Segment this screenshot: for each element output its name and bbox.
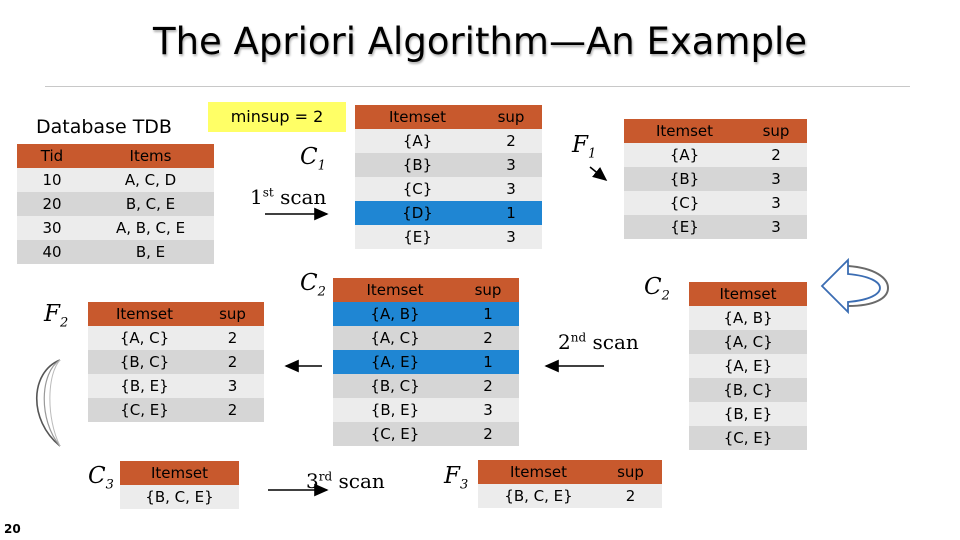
cell: B, C, E xyxy=(125,195,176,213)
cell: {E} xyxy=(403,228,432,246)
c3-label: $C_3$ xyxy=(88,463,114,493)
header-cell: Itemset xyxy=(655,122,714,140)
cell: {B, C, E} xyxy=(145,488,214,506)
cell: 3 xyxy=(506,180,516,198)
cell: {A, B} xyxy=(370,305,420,323)
cell: A, B, C, E xyxy=(115,219,186,237)
header-cell: Itemset xyxy=(509,463,568,481)
cell: 1 xyxy=(483,353,493,371)
cell: 10 xyxy=(42,171,62,189)
cell: {A, C} xyxy=(119,329,170,347)
cell: {B, E} xyxy=(120,377,169,395)
f2-label: $F_2$ xyxy=(44,301,69,331)
cell: 3 xyxy=(506,156,516,174)
cell: 3 xyxy=(771,170,781,188)
cell: {A} xyxy=(402,132,433,150)
cell: {B, C} xyxy=(370,377,420,395)
header-cell: sup xyxy=(762,122,790,140)
header-cell: Itemset xyxy=(719,285,777,303)
cell: {C} xyxy=(402,180,433,198)
cell: 3 xyxy=(483,401,493,419)
cell: 2 xyxy=(506,132,516,150)
cell: 3 xyxy=(506,228,516,246)
header-cell: sup xyxy=(474,281,502,299)
cell: 2 xyxy=(771,146,781,164)
cell: {B, C} xyxy=(723,381,773,399)
header-cell: sup xyxy=(219,305,246,323)
header-cell: sup xyxy=(497,108,525,126)
scan1-label: 1st scan xyxy=(250,185,327,209)
cell: 3 xyxy=(771,218,781,236)
slide-title: The Apriori Algorithm—An Example xyxy=(152,20,807,63)
cell: {C, E} xyxy=(120,401,169,419)
header-cell: sup xyxy=(617,463,644,481)
cell: {A, B} xyxy=(723,309,773,327)
cell: {B, C} xyxy=(119,353,170,371)
cell: {B, C, E} xyxy=(504,487,573,505)
c1-to-f1-arrow xyxy=(590,167,606,180)
cell: 3 xyxy=(771,194,781,212)
cell: A, C, D xyxy=(124,171,177,189)
cell: {B} xyxy=(669,170,700,188)
header-cell: Itemset xyxy=(150,464,209,482)
cell: {E} xyxy=(670,218,699,236)
minsup-box: minsup = 2 xyxy=(208,102,346,132)
cell: 40 xyxy=(42,243,62,261)
curved-arrow-right xyxy=(822,260,888,312)
cell: 1 xyxy=(506,204,516,222)
curved-arrow-left xyxy=(37,360,60,446)
database-label: Database TDB xyxy=(36,116,172,138)
cell: {C, E} xyxy=(723,429,773,447)
f3-label: $F_3$ xyxy=(444,463,469,493)
cell: 2 xyxy=(227,329,238,347)
scan3-label: 3rd scan xyxy=(306,469,385,493)
cell: {B, E} xyxy=(370,401,420,419)
header-cell: Itemset xyxy=(366,281,424,299)
cell: {A, E} xyxy=(723,357,773,375)
cell: 1 xyxy=(483,305,493,323)
cell: 2 xyxy=(483,329,493,347)
cell: 3 xyxy=(227,377,238,395)
cell: {C} xyxy=(669,194,700,212)
cell: {D} xyxy=(402,204,433,222)
cell: {A, C} xyxy=(370,329,420,347)
cell: {B} xyxy=(402,156,433,174)
cell: 2 xyxy=(483,425,493,443)
c2-label-right: $C_2$ xyxy=(644,274,670,304)
cell: 30 xyxy=(42,219,62,237)
cell: {B, E} xyxy=(723,405,773,423)
header-cell: Itemset xyxy=(115,305,174,323)
f1-label: $F_1$ xyxy=(572,132,597,162)
cell: {A, E} xyxy=(370,353,420,371)
cell: {A, C} xyxy=(723,333,773,351)
c1-label: $C_1$ xyxy=(300,144,326,174)
cell: B, E xyxy=(135,243,166,261)
cell: 2 xyxy=(227,401,238,419)
header-cell: Tid xyxy=(40,147,64,165)
header-cell: Itemset xyxy=(388,108,447,126)
header-cell: Items xyxy=(129,147,172,165)
c2-label-left: $C_2$ xyxy=(300,270,326,300)
cell: 2 xyxy=(625,487,636,505)
cell: 2 xyxy=(483,377,493,395)
scan2-label: 2nd scan xyxy=(558,330,639,354)
cell: 20 xyxy=(42,195,62,213)
cell: {A} xyxy=(669,146,700,164)
cell: 2 xyxy=(227,353,238,371)
page-number: 20 xyxy=(4,522,21,536)
cell: {C, E} xyxy=(370,425,420,443)
